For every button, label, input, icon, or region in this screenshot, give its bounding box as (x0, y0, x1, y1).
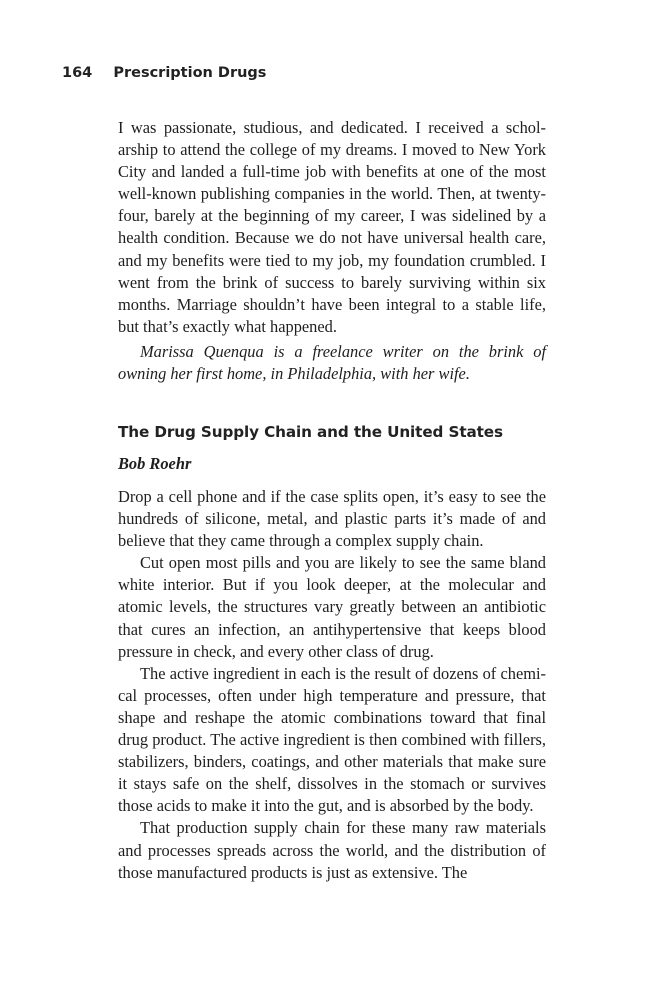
running-title: Prescription Drugs (113, 65, 267, 81)
article-body (118, 486, 546, 884)
author-bio-block (118, 341, 546, 385)
essay-paragraph: I was passionate, studious, and dedicated. I received a scholarship to attend the college of my dreams. I moved to New York City and landed a full-time job with benefits at one of the most well-known publishing companies in the world. Then, at twenty-four, barely at the beginning of my career, I was sidelined by a health condition. Because we do not have universal health care, and my benefits were tied to my job, my foundation crumbled. I went from the brink of success to barely surviving within six months. Marriage shouldn’t have been integral to a stable life, but that’s exactly what happened. (118, 118, 546, 336)
essay-body (118, 117, 546, 338)
article-paragraph-2: Cut open most pills and you are likely to see the same bland white interior. But if you look deeper, at the molecular and atomic levels, the structures vary greatly between an antibiotic that cures an infection, an antihypertensive that keeps blood pressure in check, and every other class of drug. (118, 553, 546, 661)
section-author: Bob Roehr (118, 454, 192, 473)
page-number: 164 (62, 65, 93, 81)
article-paragraph-1: Drop a cell phone and if the case splits open, it’s easy to see the hundreds of silicone, metal, and plastic parts it’s made of and believe that they came through a complex supply chain. (118, 487, 546, 551)
section-title: The Drug Supply Chain and the United States (118, 423, 503, 441)
running-head (62, 65, 266, 81)
article-paragraph-4: That production supply chain for these many raw materials and processes spreads across the world, and the distribution of those manufactured products is just as extensive. The (118, 818, 546, 882)
article-paragraph-3: The active ingredient in each is the result of dozens of chemical processes, often under high temperature and pressure, that shape and reshape the atomic combinations toward that final drug product. The active ingredient is then combined with fillers, stabilizers, binders, coatings, and other materials that make sure it stays safe on the shelf, dissolves in the stomach or survives those acids to make it into the gut, and is absorbed by the body. (118, 663, 546, 816)
author-bio: Marissa Quenqua is a freelance writer on the brink of owning her first home, in Philadelphia, with her wife. (118, 342, 546, 384)
